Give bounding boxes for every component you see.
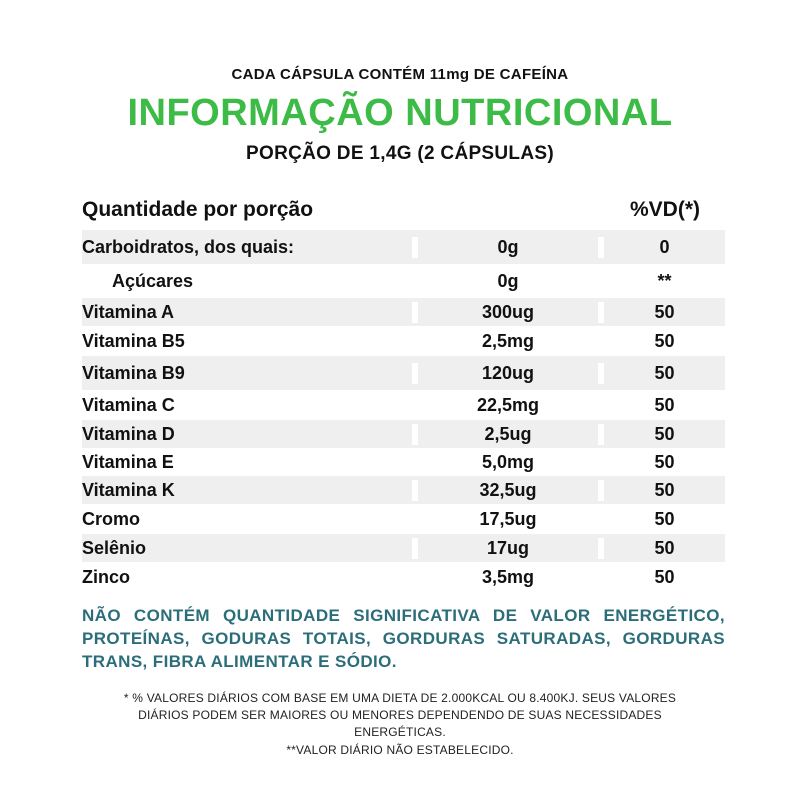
not-established-footnote: **VALOR DIÁRIO NÃO ESTABELECIDO. xyxy=(286,743,514,757)
row-vd: 50 xyxy=(654,301,675,322)
row-nutrient: Vitamina C xyxy=(82,394,175,415)
row-vd: ** xyxy=(657,270,672,291)
row-vd: 50 xyxy=(654,362,675,383)
row-vd: 50 xyxy=(654,508,675,529)
table-row xyxy=(82,504,725,534)
row-nutrient: Carboidratos, dos quais: xyxy=(82,236,295,257)
row-amount: 17,5ug xyxy=(412,509,604,530)
row-nutrient: Vitamina B9 xyxy=(82,362,185,383)
row-vd: 50 xyxy=(654,330,675,351)
table-row xyxy=(82,476,725,504)
table-row xyxy=(82,356,725,390)
row-amount: 2,5ug xyxy=(412,424,604,445)
table-header xyxy=(82,190,725,230)
row-vd: 50 xyxy=(654,566,675,587)
table-row xyxy=(82,298,725,326)
row-amount: 5,0mg xyxy=(412,452,604,473)
row-vd: 50 xyxy=(654,537,675,558)
table-row xyxy=(82,230,725,264)
row-amount: 3,5mg xyxy=(412,567,604,588)
row-amount: 0g xyxy=(412,271,604,292)
table-row xyxy=(82,534,725,562)
row-amount: 120ug xyxy=(412,363,604,384)
table-row xyxy=(82,326,725,356)
row-amount: 32,5ug xyxy=(412,480,604,501)
daily-values-footnote: * % VALORES DIÁRIOS COM BASE EM UMA DIETA DE 2.000KCAL OU 8.400KJ. SEUS VALORES DIÁRIOS PODEM SER MAIORES OU MENORES DEPENDENDO DE SUAS NECESSIDADES ENERGÉTICAS. xyxy=(123,691,677,739)
row-amount: 17ug xyxy=(412,538,604,559)
row-nutrient: Selênio xyxy=(82,537,147,558)
not-significant-note: NÃO CONTÉM QUANTIDADE SIGNIFICATIVA DE VALOR ENERGÉTICO, PROTEÍNAS, GODURAS TOTAIS, GORDURAS SATURADAS, GORDURAS TRANS, FIBRA ALIMENTAR E SÓDIO. xyxy=(82,606,725,671)
row-nutrient: Vitamina A xyxy=(82,301,175,322)
row-nutrient: Vitamina E xyxy=(82,451,174,472)
row-nutrient: Zinco xyxy=(82,566,130,587)
header-vd-label: %VD(*) xyxy=(629,198,700,221)
row-vd: 50 xyxy=(654,423,675,444)
table-row xyxy=(82,420,725,448)
row-vd: 0 xyxy=(659,236,670,257)
row-vd: 50 xyxy=(654,451,675,472)
row-nutrient: Cromo xyxy=(82,508,140,529)
row-nutrient: Açúcares xyxy=(112,270,194,291)
row-amount: 300ug xyxy=(412,302,604,323)
table-row xyxy=(82,390,725,420)
row-vd: 50 xyxy=(654,479,675,500)
page-title: INFORMAÇÃO NUTRICIONAL xyxy=(127,92,673,134)
table-row xyxy=(82,562,725,592)
portion-size: PORÇÃO DE 1,4G (2 CÁPSULAS) xyxy=(246,143,554,164)
row-vd: 50 xyxy=(654,394,675,415)
table-row xyxy=(82,264,725,298)
row-amount: 22,5mg xyxy=(412,395,604,416)
row-amount: 0g xyxy=(412,237,604,258)
row-nutrient: Vitamina D xyxy=(82,423,175,444)
header-quantity-label: Quantidade por porção xyxy=(82,198,314,221)
row-nutrient: Vitamina B5 xyxy=(82,330,185,351)
caffeine-note: CADA CÁPSULA CONTÉM 11mg DE CAFEÍNA xyxy=(231,66,569,83)
row-amount: 2,5mg xyxy=(412,331,604,352)
row-nutrient: Vitamina K xyxy=(82,479,175,500)
nutrition-table xyxy=(82,190,725,592)
table-row xyxy=(82,448,725,476)
